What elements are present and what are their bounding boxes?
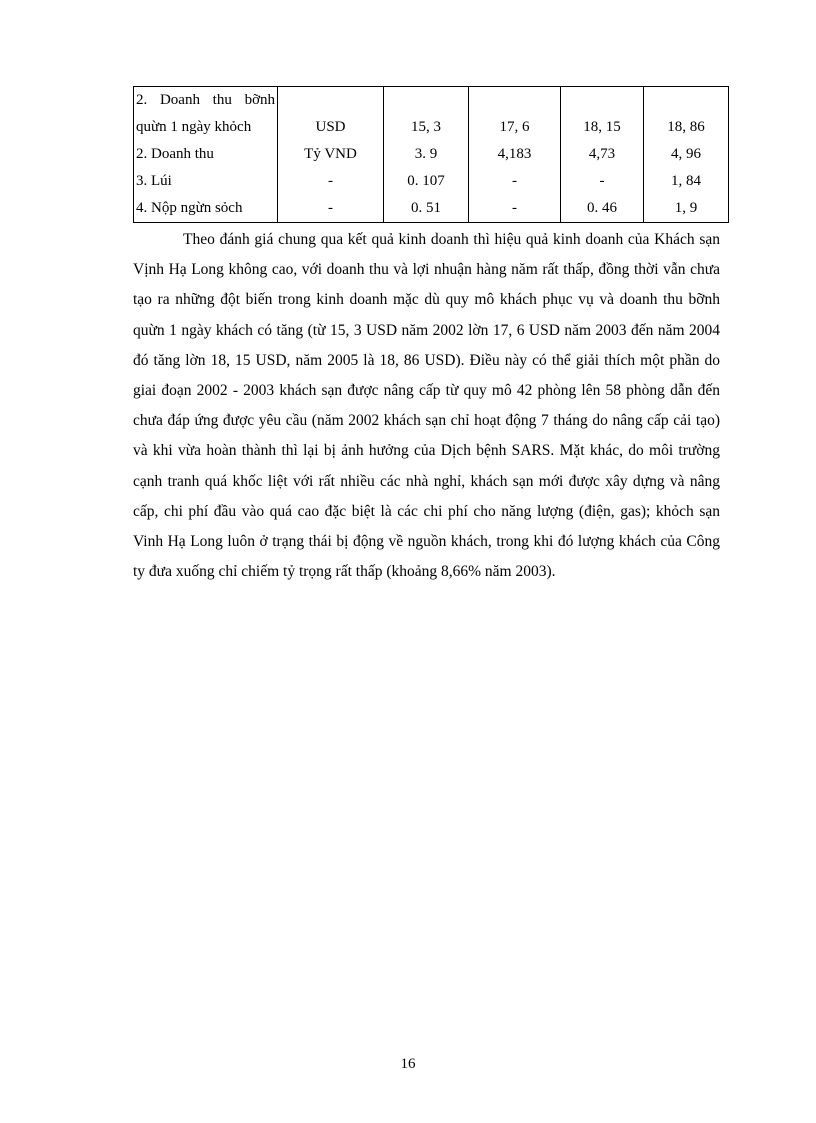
value-cell: 15, 3 — [384, 87, 469, 142]
value-cell: 0. 107 — [384, 168, 469, 195]
value-cell: 4, 96 — [644, 141, 729, 168]
row-label: 4. Nộp ngừn sỏch — [134, 195, 278, 223]
value-cell: 4,73 — [561, 141, 644, 168]
value-cell: 1, 9 — [644, 195, 729, 223]
business-results-table — [133, 86, 729, 223]
unit-cell: USD — [278, 87, 384, 142]
table-row — [134, 87, 729, 142]
value-cell: 0. 51 — [384, 195, 469, 223]
paragraph-text: Theo đánh giá chung qua kết quả kinh doanh thì hiệu quả kinh doanh của Khách sạn Vịnh Hạ Long không cao, với doanh thu và lợi nhuận hàng năm rất thấp, đồng thời vẫn chưa tạo ra những đột biến trong kinh doanh mặc dù quy mô khách phục vụ và doanh thu bỡnh quừn 1 ngày khách có tăng (từ 15, 3 USD năm 2002 lờn 17, 6 USD năm 2003 đến năm 2004 đó tăng lờn 18, 15 USD, năm 2005 là 18, 86 USD). Điều này có thể giải thích một phần do giai đoạn 2002 - 2003 khách sạn được nâng cấp từ quy mô 42 phòng lên 58 phòng dẫn đến chưa đáp ứng được yêu cầu (năm 2002 khách sạn chỉ hoạt động 7 tháng do nâng cấp cải tạo) và khi vừa hoàn thành thì lại bị ảnh hưởng của Dịch bệnh SARS. Mặt khác, do môi trường cạnh tranh quá khốc liệt với rất nhiều các nhà nghỉ, khách sạn mới được xây dựng và nâng cấp, chi phí đầu vào quá cao đặc biệt là các chi phí cho năng lượng (điện, gas); khỏch sạn Vinh Hạ Long luôn ở trạng thái bị động về nguồn khách, trong khi đó lượng khách của Công ty đưa xuống chỉ chiếm tỷ trọng rất thấp (khoảng 8,66% năm 2003). — [133, 231, 720, 581]
table-row — [134, 141, 729, 168]
value-cell: 18, 15 — [561, 87, 644, 142]
unit-cell: - — [278, 195, 384, 223]
value-cell: 3. 9 — [384, 141, 469, 168]
value-cell: 4,183 — [469, 141, 561, 168]
value-cell: - — [469, 195, 561, 223]
body-paragraph — [133, 225, 720, 587]
unit-cell: - — [278, 168, 384, 195]
value-cell: - — [561, 168, 644, 195]
row-label: 2. Doanh thu — [134, 141, 278, 168]
value-cell: 1, 84 — [644, 168, 729, 195]
table-row — [134, 195, 729, 223]
page-number: 16 — [400, 1056, 416, 1072]
value-cell: 0. 46 — [561, 195, 644, 223]
row-label: 2. Doanh thu bỡnh quừn 1 ngày khỏch — [134, 87, 278, 142]
unit-cell: Tỷ VND — [278, 141, 384, 168]
row-label: 3. Lúi — [134, 168, 278, 195]
value-cell: - — [469, 168, 561, 195]
table-row — [134, 168, 729, 195]
value-cell: 18, 86 — [644, 87, 729, 142]
value-cell: 17, 6 — [469, 87, 561, 142]
